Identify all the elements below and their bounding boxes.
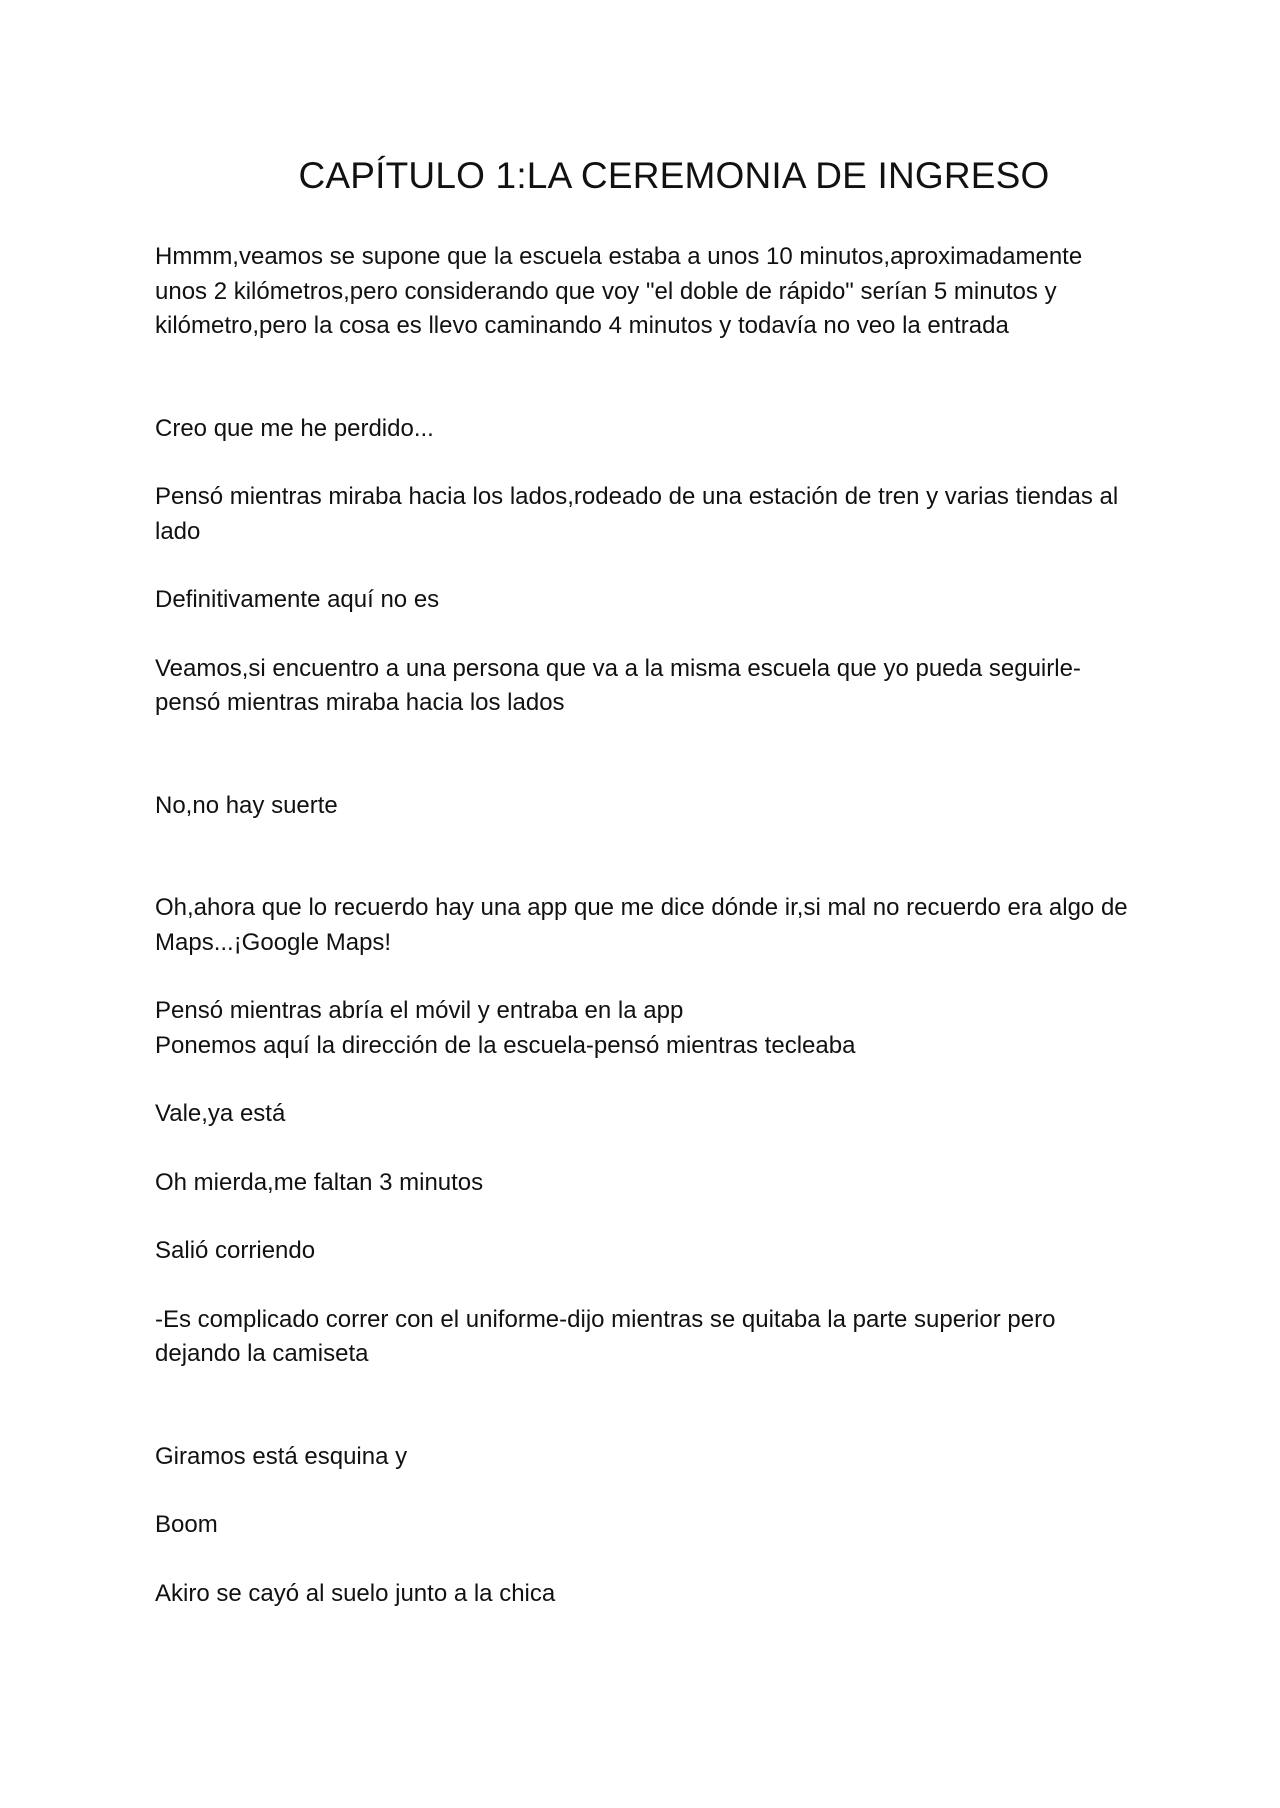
paragraph: Vale,ya está <box>155 1100 286 1127</box>
paragraph-gap <box>155 721 1140 789</box>
paragraph-gap <box>155 446 1140 480</box>
paragraph: Ponemos aquí la dirección de la escuela-pensó mientras tecleaba <box>155 1031 856 1059</box>
paragraph-gap <box>155 1474 1140 1508</box>
paragraph: Oh,ahora que lo recuerdo hay una app que me dice dónde ir,si mal no recuerdo era algo de Maps...¡Google Maps! <box>155 894 1128 956</box>
paragraph-gap <box>155 1269 1140 1303</box>
paragraph: -Es complicado correr con el uniforme-dijo mientras se quitaba la parte superior pero dejando la camiseta <box>155 1305 1056 1367</box>
paragraph-gap <box>155 344 1140 412</box>
paragraph-gap <box>155 1543 1140 1577</box>
paragraph: Pensó mientras abría el móvil y entraba en la app <box>155 997 684 1024</box>
paragraph: Salió corriendo <box>155 1237 316 1264</box>
paragraph-gap <box>155 618 1140 652</box>
paragraph: Boom <box>155 1511 218 1538</box>
paragraph: Definitivamente aquí no es <box>155 586 440 613</box>
paragraph: Oh mierda,me faltan 3 minutos <box>155 1168 484 1196</box>
paragraph-gap <box>155 1063 1140 1097</box>
paragraph: Pensó mientras miraba hacia los lados,rodeado de una estación de tren y varias tiendas al lado <box>155 483 1119 545</box>
paragraph: No,no hay suerte <box>155 791 338 819</box>
paragraph-gap <box>155 1132 1140 1166</box>
paragraph-gap <box>155 1372 1140 1440</box>
paragraph: Veamos,si encuentro a una persona que va a la misma escuela que yo pueda seguirle-pensó mientras miraba hacia los lados <box>155 654 1081 716</box>
paragraph-gap <box>155 549 1140 583</box>
paragraph: Creo que me he perdido... <box>155 414 434 442</box>
paragraph: Hmmm,veamos se supone que la escuela estaba a unos 10 minutos,aproximadamente unos 2 kilómetros,pero considerando que voy "el doble de rápido" serían 5 minutos y kilómetro,pero la cosa es llevo caminando 4 minutos y todavía no veo la entrada <box>155 243 1083 339</box>
paragraph-gap <box>155 960 1140 994</box>
chapter-title: CAPÍTULO 1:LA CEREMONIA DE INGRESO <box>298 155 1050 196</box>
paragraph-gap <box>155 1200 1140 1234</box>
paragraph: Akiro se cayó al suelo junto a la chica <box>155 1579 556 1607</box>
document-body <box>155 240 1140 1611</box>
paragraph-gap <box>155 823 1140 891</box>
paragraph: Giramos está esquina y <box>155 1442 408 1470</box>
